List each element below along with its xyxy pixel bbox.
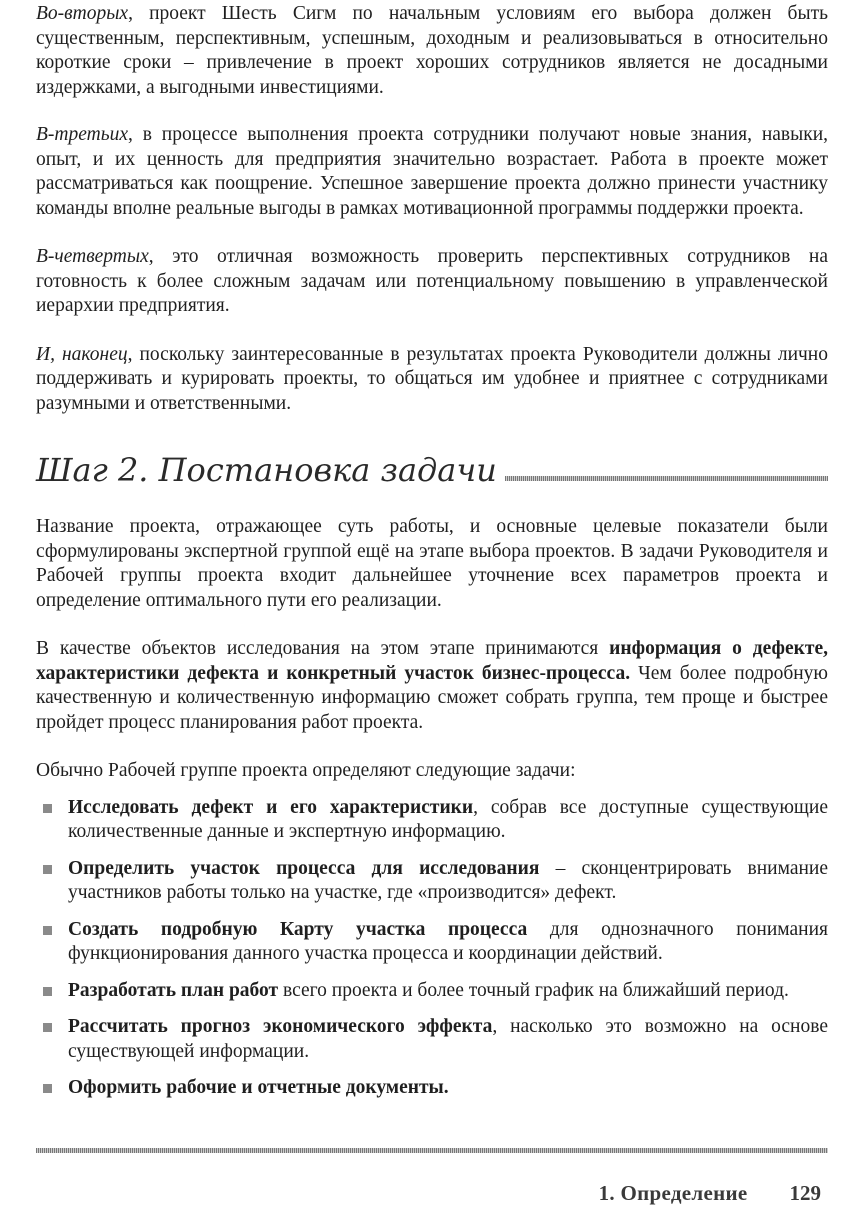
task-title: Рассчитать прогноз экономического эффекта <box>68 1016 493 1037</box>
task-text: , насколько это возможно на основе существующей информации. <box>68 1016 828 1062</box>
task-text: , собрав все доступные существующие количественные данные и экспертную информацию. <box>68 796 828 842</box>
paragraph-emphasis: информация о дефекте, характеристики дефекта и конкретный участок бизнес-процесса. <box>36 638 828 684</box>
task-item <box>36 1015 828 1064</box>
heading-rule <box>505 476 828 481</box>
page-footer <box>599 1181 821 1206</box>
paragraph-tasks-intro: Обычно Рабочей группе проекта определяют следующие задачи: <box>36 760 576 781</box>
paragraph-research-objects <box>36 637 828 735</box>
paragraph-project-name: Название проекта, отражающее суть работы, и основные целевые показатели были сформулированы экспертной группой ещё на этапе выбора проектов. В задачи Руководителя и Рабочей группы проекта входит дальнейшее уточнение всех параметров проекта и определение оптимального пути его реализации. <box>36 516 828 611</box>
paragraph-text: , проект Шесть Сигм по начальным условиям его выбора должен быть существенным, перспективным, успешным, доходным и реализовываться в относительно короткие сроки – привлечение в проект хороших сотрудников является не досадными издержками, а выгодными инвестициями. <box>36 3 828 98</box>
task-item <box>36 857 828 906</box>
task-item <box>36 796 828 845</box>
page-number: 129 <box>789 1181 821 1205</box>
task-text: для однозначного понимания функционирования данного участка процесса и координации действий. <box>68 918 828 964</box>
task-title: Разработать план работ <box>68 979 279 1001</box>
paragraph-lead: Во-вторых <box>36 3 129 24</box>
task-item <box>36 979 828 1004</box>
paragraph-text: , это отличная возможность проверить перспективных сотрудников на готовность к более сложным задачам или потенциальному повышению в управленческой иерархии предприятия. <box>36 246 828 316</box>
square-bullet-icon <box>43 1084 52 1093</box>
task-text: – сконцентрировать внимание участников работы только на участке, где «производится» дефект. <box>68 857 828 903</box>
task-item <box>36 1076 828 1101</box>
square-bullet-icon <box>43 1023 52 1032</box>
paragraph-fourthly <box>36 245 828 319</box>
paragraph-finally <box>36 343 828 417</box>
square-bullet-icon <box>43 926 52 935</box>
paragraph-text: , в процессе выполнения проекта сотрудники получают новые знания, навыки, опыт, и их ценность для предприятия значительно возрастает. Работа в проекте может рассматриваться как поощрение. Успешное завершение проекта должно принести участнику команды вполне реальные выгоды в рамках мотивационной программы поддержки проекта. <box>36 124 828 219</box>
paragraph-lead: И, наконец <box>36 343 128 365</box>
page-content <box>36 2 828 1113</box>
footer-rule <box>36 1148 828 1153</box>
square-bullet-icon <box>43 804 52 813</box>
square-bullet-icon <box>43 865 52 874</box>
task-item <box>36 918 828 967</box>
paragraph-lead: В-четвертых <box>36 246 149 267</box>
paragraph-text: Чем более подробную качественную и количественную информацию сможет собрать группа, тем проще и быстрее пройдет процесс планирования работ проекта. <box>36 662 829 733</box>
chapter-label: 1. Определение <box>598 1181 748 1205</box>
task-text: всего проекта и более точный график на ближайший период. <box>278 979 789 1001</box>
paragraph-text: , поскольку заинтересованные в результатах проекта Руководители должны лично поддерживать и курировать проекты, то общаться им удобнее и приятнее с сотрудниками разумными и ответственными. <box>36 343 828 414</box>
task-title: Исследовать дефект и его характеристики <box>68 796 474 818</box>
square-bullet-icon <box>43 987 52 996</box>
paragraph-lead: В-третьих <box>36 124 128 145</box>
section-title: Шаг 2. Постановка задачи <box>36 451 497 489</box>
task-list <box>36 796 828 1101</box>
task-title: Определить участок процесса для исследования <box>68 857 540 879</box>
paragraph-thirdly <box>36 123 828 221</box>
task-title: Оформить рабочие и отчетные документы. <box>68 1077 449 1098</box>
paragraph-secondly <box>36 2 828 100</box>
section-heading <box>36 449 828 489</box>
paragraph-text: В качестве объектов исследования на этом этапе принимаются <box>36 638 610 659</box>
task-title: Создать подробную Карту участка процесса <box>68 918 528 940</box>
